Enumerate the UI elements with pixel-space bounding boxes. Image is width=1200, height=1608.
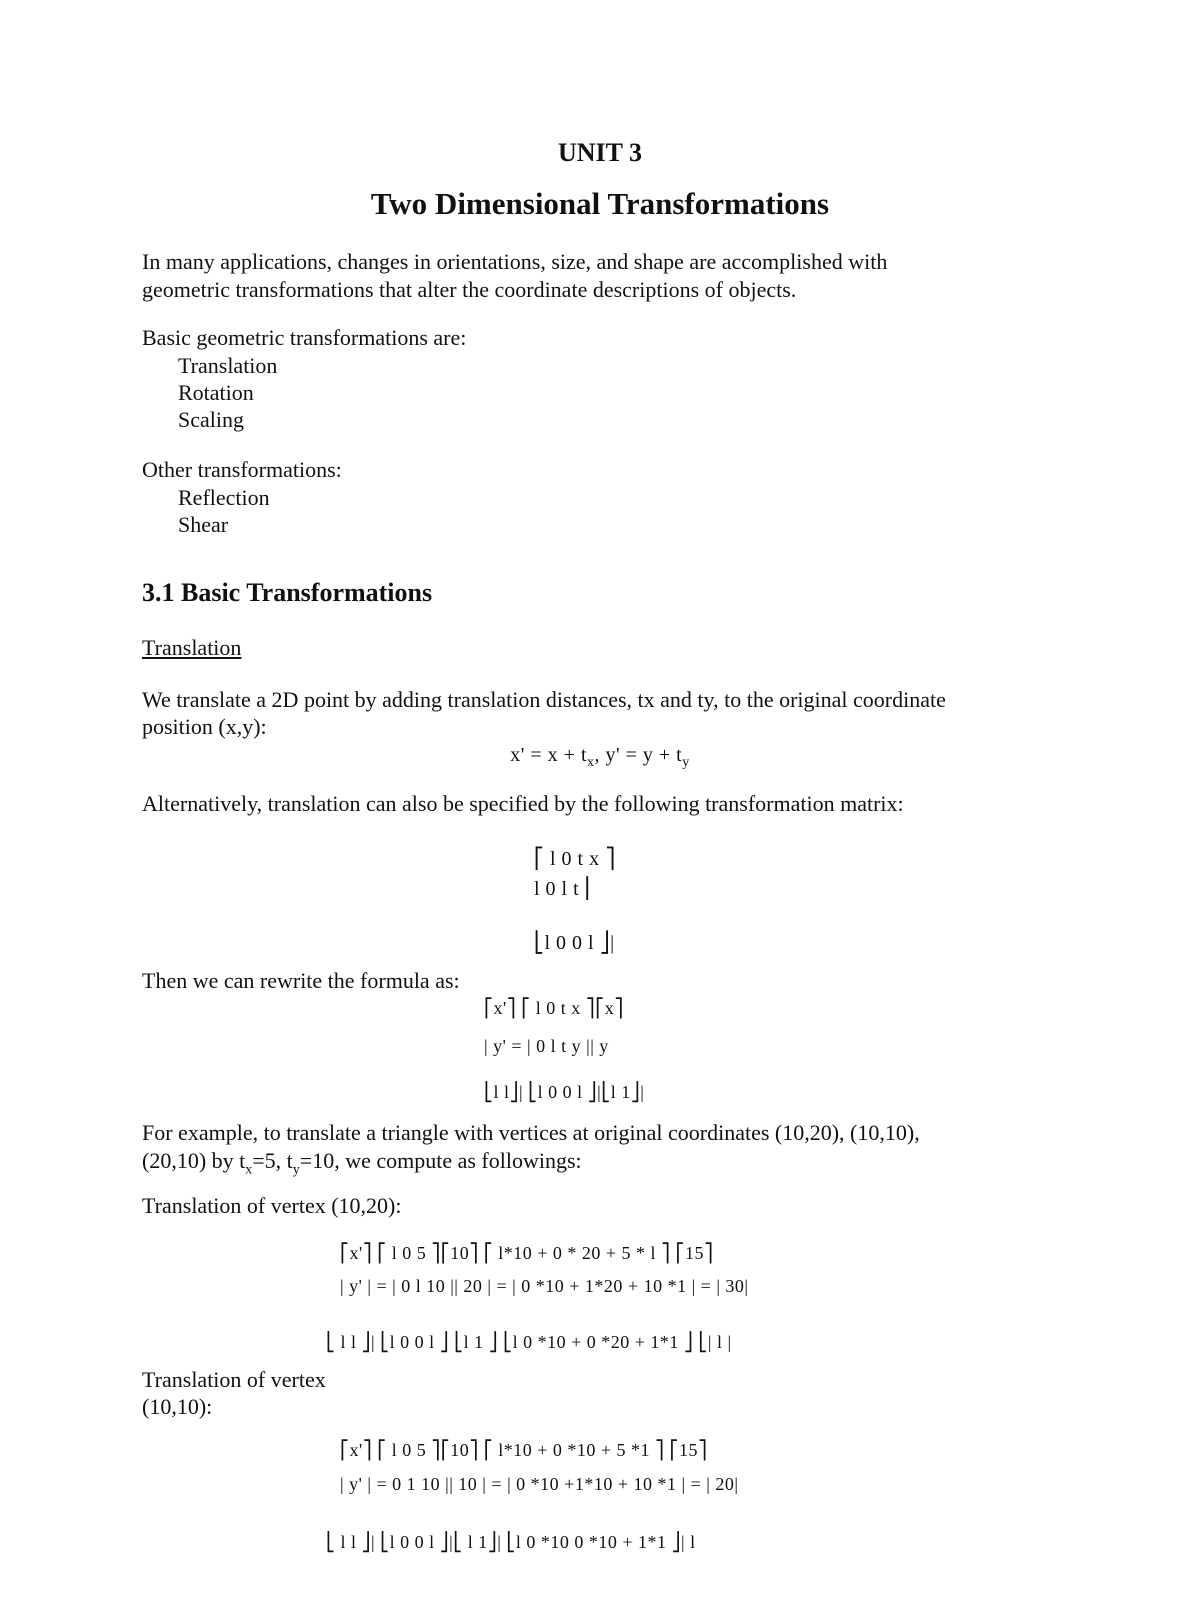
translation-para-line-2: position (x,y): bbox=[142, 714, 267, 739]
matrix-row: ⎣l l⎦| ⎣l 0 0 l ⎦|⎣l 1⎦| bbox=[484, 1082, 645, 1102]
example-text: (20,10) by t bbox=[142, 1148, 246, 1173]
list-item: Reflection bbox=[178, 485, 270, 510]
subscript-x: x bbox=[245, 1162, 253, 1178]
matrix-row: ⎡x'⎤ ⎡ l 0 t x ⎤⎡x⎤ bbox=[484, 998, 624, 1018]
calc-row: ⎡x'⎤ ⎡ l 0 5 ⎤⎡10⎤ ⎡ l*10 + 0 * 20 + 5 * l ⎤ ⎡15⎤ bbox=[340, 1243, 714, 1263]
calc-row: ⎣ l l ⎦| ⎣l 0 0 l ⎦|⎣ l 1⎦| ⎣l 0 *10 0 *10 + 1*1 ⎦| l bbox=[326, 1532, 696, 1552]
vertex-2-label-line-2: (10,10): bbox=[142, 1394, 213, 1419]
list-item: Scaling bbox=[178, 407, 244, 432]
matrix-row: ⎡ l 0 t x ⎤ bbox=[534, 848, 616, 870]
vertex-2-label-line-1: Translation of vertex bbox=[142, 1367, 326, 1392]
other-transformations-heading: Other transformations: bbox=[142, 457, 342, 482]
example-para-line-2 bbox=[142, 1147, 582, 1184]
page-title: Two Dimensional Transformations bbox=[370, 186, 830, 221]
matrix-row: | y' = | 0 l t y || y bbox=[484, 1036, 609, 1056]
example-para-line-1: For example, to translate a triangle with vertices at original coordinates (10,20), (10,10), bbox=[142, 1120, 920, 1145]
section-title: 3.1 Basic Transformations bbox=[142, 578, 433, 607]
example-text: =10, we compute as followings: bbox=[299, 1148, 582, 1173]
list-item: Shear bbox=[178, 512, 229, 537]
formula-part-x: x' = x + t bbox=[510, 744, 587, 766]
matrix-row: l 0 l t ⎢ bbox=[534, 878, 596, 900]
rewrite-para: Then we can rewrite the formula as: bbox=[142, 968, 460, 993]
translation-formula bbox=[0, 744, 1200, 771]
list-item: Rotation bbox=[178, 380, 254, 405]
unit-heading: UNIT 3 bbox=[557, 138, 643, 167]
basic-transformations-heading: Basic geometric transformations are: bbox=[142, 325, 467, 350]
translation-para-line-1: We translate a 2D point by adding translation distances, tx and ty, to the original coordinate bbox=[142, 687, 946, 712]
intro-line-2: geometric transformations that alter the coordinate descriptions of objects. bbox=[142, 277, 797, 302]
matrix-row: ⎣l 0 0 l ⎦| bbox=[534, 932, 615, 954]
calc-row: ⎣ l l ⎦| ⎣l 0 0 l ⎦ ⎣l 1 ⎦ ⎣l 0 *10 + 0 *20 + 1*1 ⎦ ⎣| l | bbox=[326, 1332, 732, 1352]
alternative-para: Alternatively, translation can also be specified by the following transformation matrix: bbox=[142, 791, 904, 816]
formula-part-y: , y' = y + t bbox=[594, 744, 683, 766]
formula-subscript-x: x bbox=[587, 755, 595, 770]
formula-subscript-y: y bbox=[682, 755, 690, 770]
example-text: =5, t bbox=[252, 1148, 293, 1173]
list-item: Translation bbox=[178, 353, 278, 378]
calc-row: | y' | = | 0 l 10 || 20 | = | 0 *10 + 1*20 + 10 *1 | = | 30| bbox=[340, 1276, 749, 1296]
calc-row: ⎡x'⎤ ⎡ l 0 5 ⎤⎡10⎤ ⎡ l*10 + 0 *10 + 5 *1 ⎤ ⎡15⎤ bbox=[340, 1440, 708, 1460]
calc-row: | y' | = 0 1 10 || 10 | = | 0 *10 +1*10 + 10 *1 | = | 20| bbox=[340, 1474, 739, 1494]
subscript-y: y bbox=[292, 1162, 300, 1178]
subsection-title: Translation bbox=[142, 635, 242, 660]
intro-line-1: In many applications, changes in orientations, size, and shape are accomplished with bbox=[142, 249, 888, 274]
vertex-1-label: Translation of vertex (10,20): bbox=[142, 1193, 402, 1218]
